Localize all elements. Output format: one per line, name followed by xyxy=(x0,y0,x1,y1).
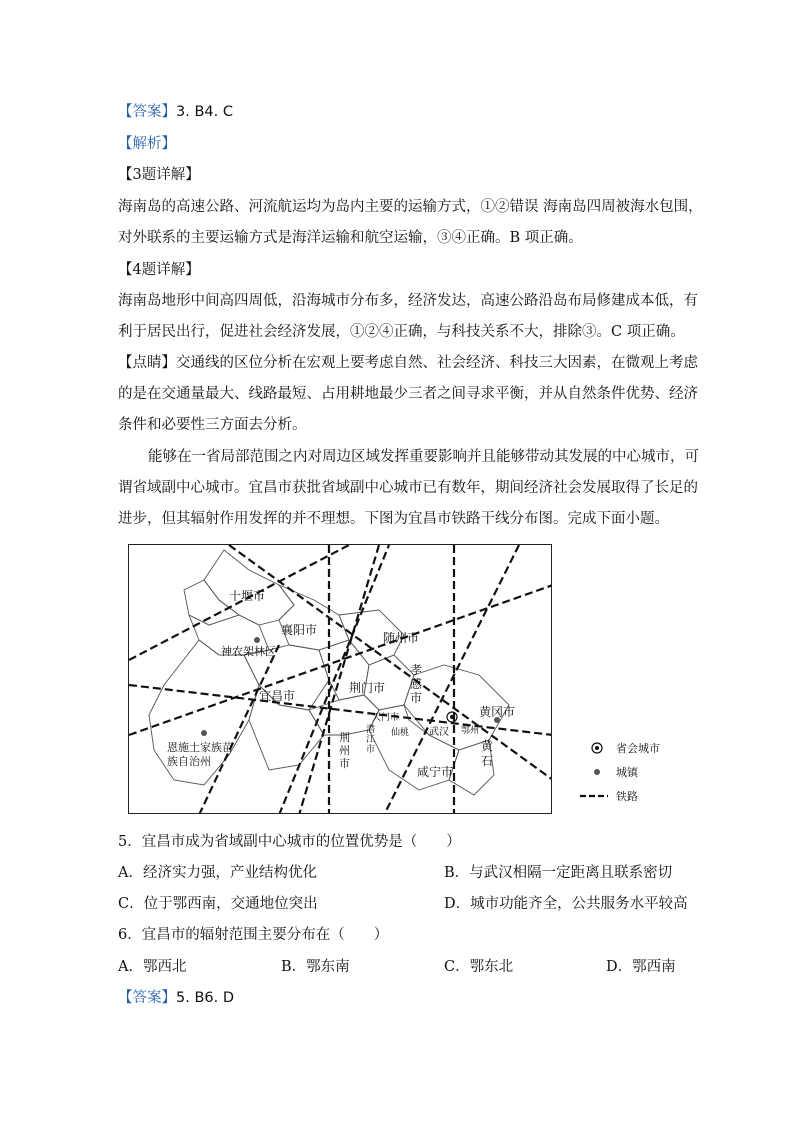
analysis-tag: 【解析】 xyxy=(118,136,176,152)
answer2-text: 5. B6. D xyxy=(176,990,234,1006)
label-huangshi: 黄石 xyxy=(481,739,494,768)
tip-tag: 【点睛】 xyxy=(118,355,176,371)
q5-option-d: D．城市功能齐全，公共服务水平较高 xyxy=(444,896,688,912)
q3-line-1: 海南岛的高速公路、河流航运均为岛内主要的运输方式，①②错误 海南岛四周被海水包围， xyxy=(118,199,703,215)
label-enshi: 恩施土家族苗族自治州 xyxy=(167,741,233,768)
railway-icon xyxy=(580,789,608,803)
label-xiantao: 仙桃 xyxy=(391,728,410,738)
map-svg xyxy=(129,545,552,814)
label-ezhou: 鄂州 xyxy=(461,726,480,736)
town-enshi xyxy=(201,730,207,736)
q6-option-d: D．鄂西南 xyxy=(606,959,676,975)
label-xianning: 咸宁市 xyxy=(417,765,454,779)
label-shennongjia: 神农架林区 xyxy=(221,645,276,658)
q5-option-b: B．与武汉相隔一定距离且联系密切 xyxy=(444,865,673,881)
capital-icon xyxy=(590,741,604,755)
intro-line-2: 谓省域副中心城市。宜昌市获批省域副中心城市已有数年，期间经济社会发展取得了长足的 xyxy=(118,480,698,496)
label-wuhan: 武汉 xyxy=(429,727,449,738)
legend-town-label: 城镇 xyxy=(616,766,638,779)
q6-option-a: A．鄂西北 xyxy=(118,959,187,975)
q4-line-1: 海南岛地形中间高四周低，沿海城市分布多，经济发达，高速公路沿岛布局修建成本低，有 xyxy=(118,293,698,309)
railway-map xyxy=(128,544,552,814)
answer-line-2 xyxy=(118,988,234,1008)
q6-option-b: B．鄂东南 xyxy=(281,959,350,975)
label-xiangyang: 襄阳市 xyxy=(281,623,318,637)
q5-option-a: A．经济实力强，产业结构优化 xyxy=(118,865,317,881)
answer-tag: 【答案】 xyxy=(118,104,176,120)
legend-capital-label: 省会城市 xyxy=(616,742,660,755)
label-shiyan: 十堰市 xyxy=(229,589,266,603)
answer-text: 3. B4. C xyxy=(176,104,233,120)
q4-tag: 【4题详解】 xyxy=(118,262,200,278)
intro-line-1: 能够在一省局部范围之内对周边区域发挥重要影响并且能够带动其发展的中心城市，可 xyxy=(148,449,699,465)
tip-text-1: 交通线的区位分析在宏观上要考虑自然、社会经济、科技三大因素，在微观上考虑 xyxy=(176,355,698,371)
q6-option-c: C．鄂东北 xyxy=(444,959,514,975)
answer-line-1 xyxy=(118,102,233,122)
q5-stem: 5．宜昌市成为省域副中心城市的位置优势是（ ） xyxy=(118,834,461,850)
q4-line-2: 利于居民出行，促进社会经济发展，①②④正确，与科技关系不大，排除③。C 项正确。 xyxy=(118,324,685,340)
intro-line-3: 进步，但其辐射作用发挥的并不理想。下图为宜昌市铁路干线分布图。完成下面小题。 xyxy=(118,511,669,527)
label-yichang: 宜昌市 xyxy=(259,689,296,703)
q3-tag: 【3题详解】 xyxy=(118,167,200,183)
town-icon xyxy=(590,765,604,779)
tip-line-2: 的是在交通量最大、线路最短、占用耕地最少三者之间寻求平衡，并从自然条件优势、经济 xyxy=(118,386,698,402)
label-qianjiang: 潜江市 xyxy=(366,725,376,755)
label-tianmen: 天门市 xyxy=(372,713,400,723)
label-xiaogan: 孝感市 xyxy=(410,663,423,705)
tip-line-3: 条件和必要性三方面去分析。 xyxy=(118,417,307,433)
q6-stem: 6．宜昌市的辐射范围主要分布在（ ） xyxy=(118,927,389,943)
label-jingmen: 荆门市 xyxy=(349,681,386,695)
answer2-tag: 【答案】 xyxy=(118,990,176,1006)
q3-line-2: 对外联系的主要运输方式是海洋运输和航空运输，③④正确。B 项正确。 xyxy=(118,230,583,246)
legend-railway-label: 铁路 xyxy=(616,790,638,803)
tip-line-1 xyxy=(118,353,698,373)
q5-option-c: C．位于鄂西南，交通地位突出 xyxy=(118,896,318,912)
label-suizhou: 随州市 xyxy=(383,631,420,645)
label-jingzhou: 荆州市 xyxy=(339,731,350,770)
label-huanggang: 黄冈市 xyxy=(479,705,516,719)
